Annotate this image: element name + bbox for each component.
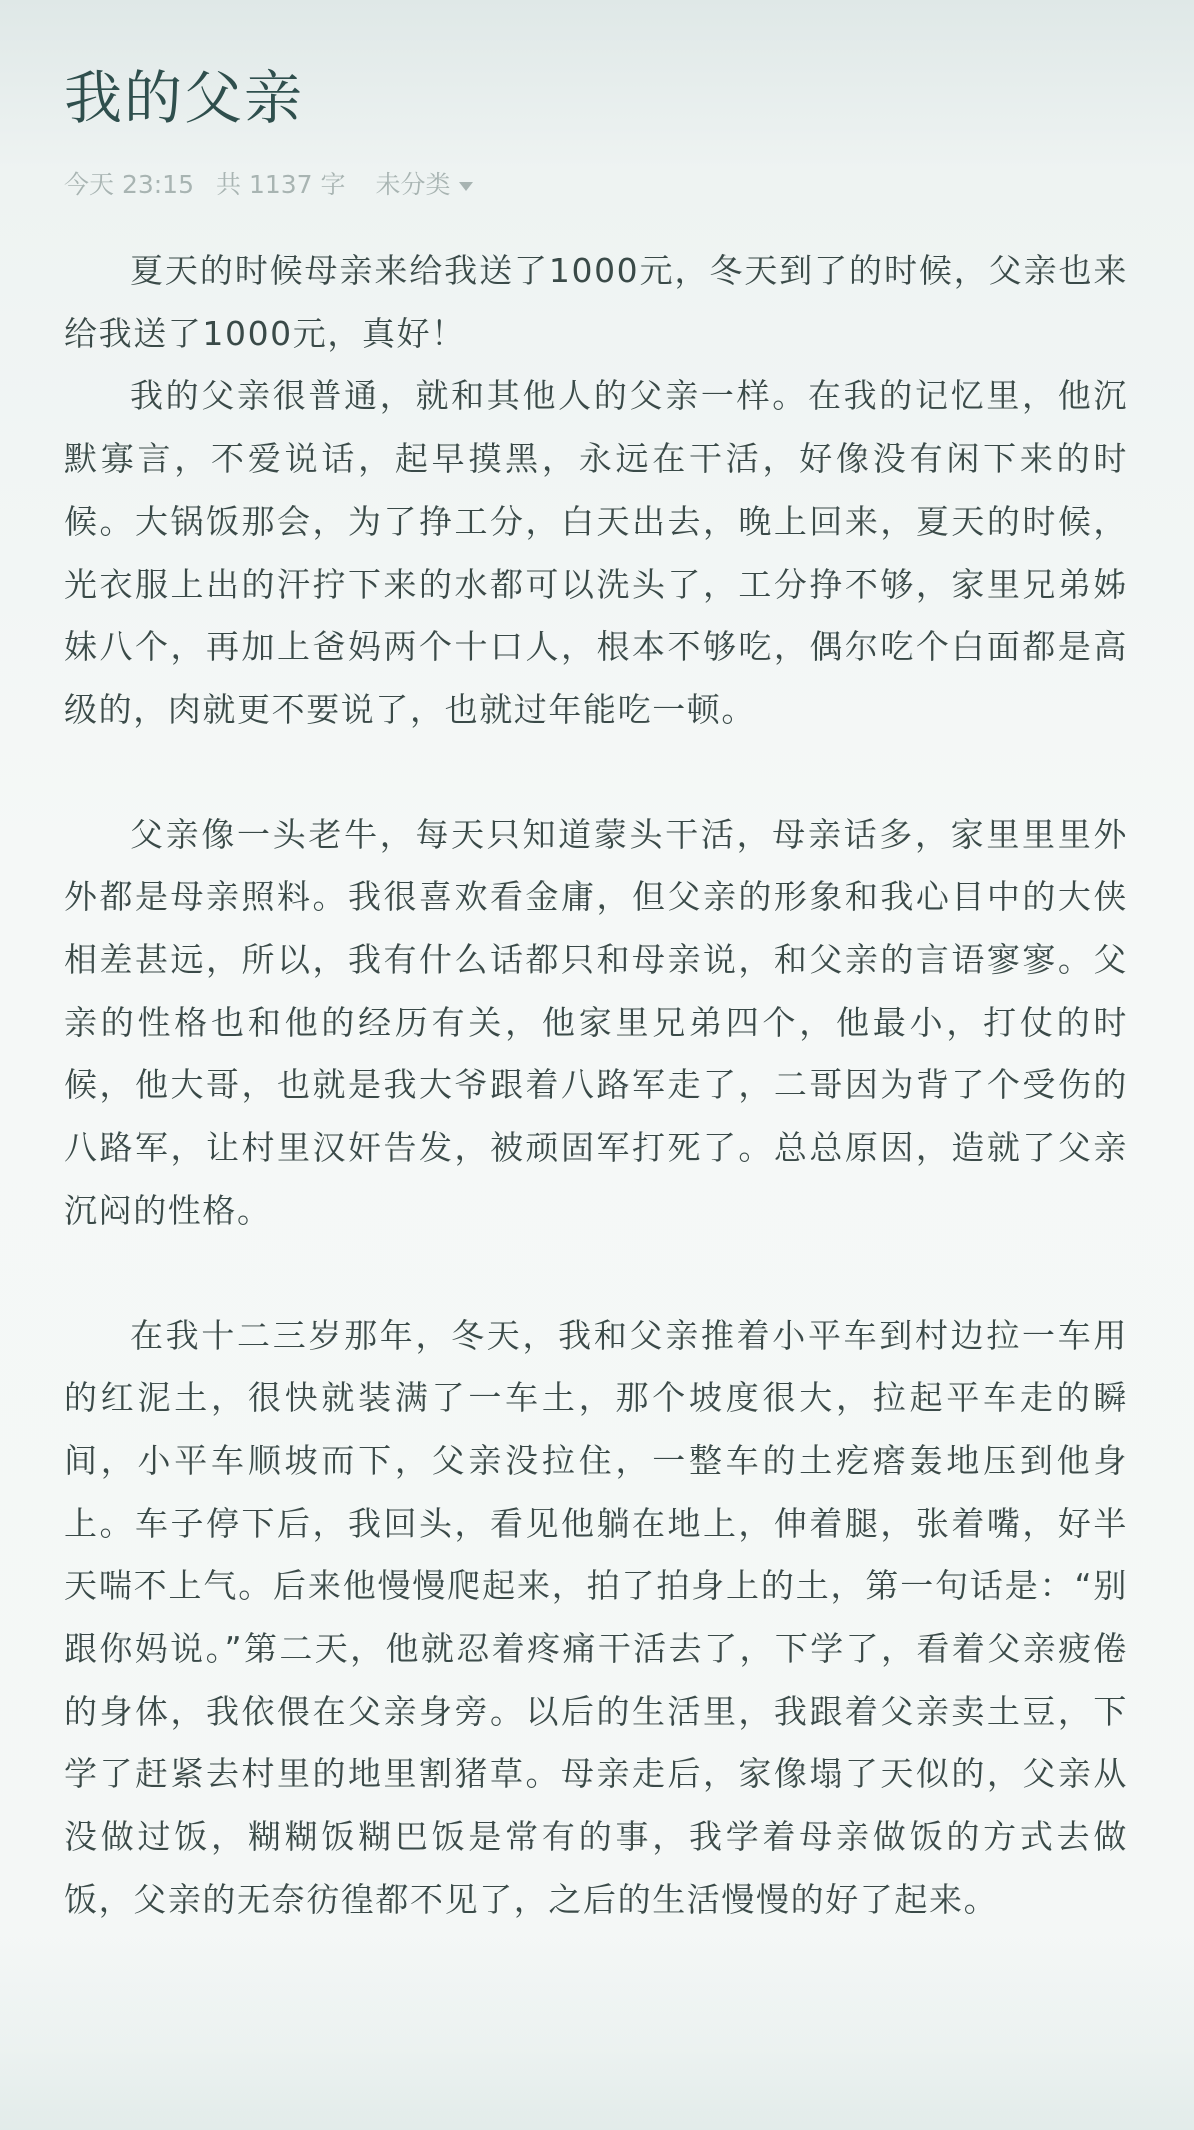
category-selector[interactable]	[376, 168, 473, 202]
paragraph-2: 我的父亲很普通，就和其他人的父亲一样。在我的记忆里，他沉默寡言，不爱说话，起早摸黑，永远在干活，好像没有闲下来的时候。大锅饭那会，为了挣工分，白天出去，晚上回来，夏天的时候，光衣服上出的汗拧下来的水都可以洗头了，工分挣不够，家里兄弟姊妹八个，再加上爸妈两个十口人，根本不够吃，偶尔吃个白面都是高级的，肉就更不要说了，也就过年能吃一顿。	[64, 376, 1128, 729]
paragraph-3: 父亲像一头老牛，每天只知道蒙头干活，母亲话多，家里里里外外都是母亲照料。我很喜欢看金庸，但父亲的形象和我心目中的大侠相差甚远，所以，我有什么话都只和母亲说，和父亲的言语寥寥。父亲的性格也和他的经历有关，他家里兄弟四个，他最小，打仗的时候，他大哥，也就是我大爷跟着八路军走了，二哥因为背了个受伤的八路军，让村里汉奸告发，被顽固军打死了。总总原因，造就了父亲沉闷的性格。	[64, 814, 1128, 1230]
category-label: 未分类	[375, 170, 451, 199]
note-body[interactable]	[64, 240, 1128, 1932]
note-meta	[64, 168, 1128, 202]
paragraph-1: 夏天的时候母亲来给我送了1000元，冬天到了的时候，父亲也来给我送了1000元，真好！	[64, 251, 1128, 353]
note-word-count: 共 1137 字	[216, 170, 346, 199]
note-title[interactable]: 我的父亲	[64, 64, 305, 132]
note-time: 今天 23:15	[64, 170, 194, 199]
caret-down-icon	[459, 182, 473, 191]
paragraph-4: 在我十二三岁那年，冬天，我和父亲推着小平车到村边拉一车用的红泥土，很快就装满了一车土，那个坡度很大，拉起平车走的瞬间，小平车顺坡而下，父亲没拉住，一整车的土疙瘩轰地压到他身上。车子停下后，我回头，看见他躺在地上，伸着腿，张着嘴，好半天喘不上气。后来他慢慢爬起来，拍了拍身上的土，第一句话是：“别跟你妈说。”第二天，他就忍着疼痛干活去了，下学了，看着父亲疲倦的身体，我依偎在父亲身旁。以后的生活里，我跟着父亲卖土豆，下学了赶紧去村里的地里割猪草。母亲走后，家像塌了天似的，父亲从没做过饭，糊糊饭糊巴饭是常有的事，我学着母亲做饭的方式去做饭，父亲的无奈彷徨都不见了，之后的生活慢慢的好了起来。	[64, 1315, 1128, 1919]
